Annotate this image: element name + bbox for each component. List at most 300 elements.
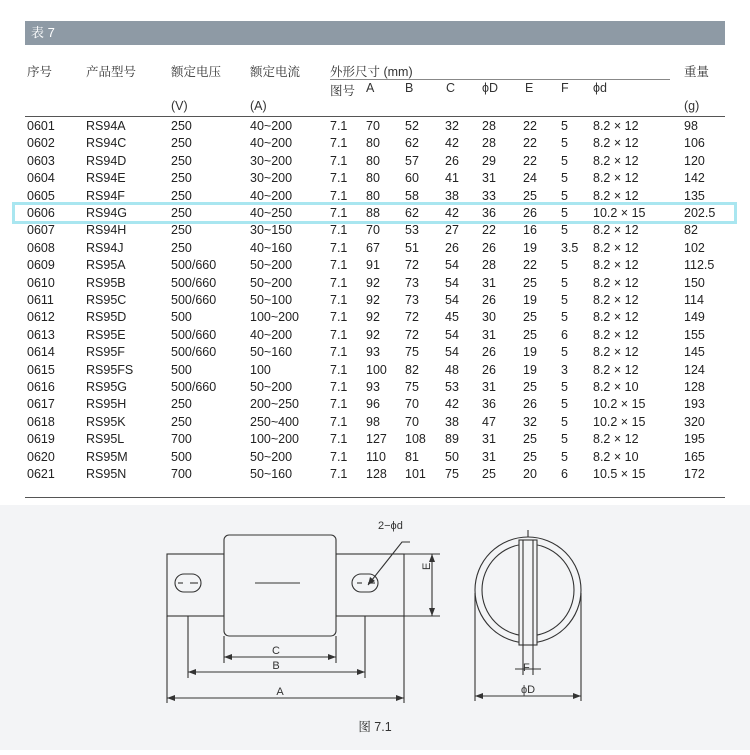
cell-w: 82 xyxy=(684,223,698,238)
cell-model: RS95M xyxy=(86,449,128,464)
cell-F: 5 xyxy=(561,397,568,412)
cell-i: 30~150 xyxy=(250,223,293,238)
cell-v: 500/660 xyxy=(171,275,217,290)
cell-seq: 0609 xyxy=(27,258,55,273)
cell-v: 500/660 xyxy=(171,345,217,360)
table-row xyxy=(25,344,725,361)
cell-F: 6 xyxy=(561,467,568,481)
table-row xyxy=(25,362,725,379)
cell-F: 5 xyxy=(561,380,568,394)
cell-C: 89 xyxy=(445,432,459,447)
cell-v: 700 xyxy=(171,467,192,481)
cell-w: 102 xyxy=(684,240,705,255)
cell-F: 5 xyxy=(561,206,568,220)
cell-E: 25 xyxy=(523,380,537,394)
cell-seq: 0602 xyxy=(27,136,55,151)
cell-A: 67 xyxy=(366,240,380,255)
cell-i: 200~250 xyxy=(250,397,300,412)
cell-seq: 0616 xyxy=(27,380,55,394)
header-weight: 重量 xyxy=(684,65,710,79)
cell-fig: 7.1 xyxy=(330,414,348,429)
cell-F: 5 xyxy=(561,345,568,360)
cell-B: 73 xyxy=(405,293,419,307)
cell-A: 98 xyxy=(366,414,380,429)
cell-seq: 0620 xyxy=(27,449,55,464)
cell-D: 30 xyxy=(482,310,496,325)
cell-A: 127 xyxy=(366,432,387,447)
fuse-outline-drawing xyxy=(0,505,750,750)
cell-B: 72 xyxy=(405,258,419,273)
cell-D: 31 xyxy=(482,449,496,464)
cell-v: 700 xyxy=(171,432,192,447)
cell-model: RS94G xyxy=(86,206,127,220)
header-F: F xyxy=(561,81,569,95)
cell-A: 80 xyxy=(366,153,380,168)
cell-F: 5 xyxy=(561,275,568,290)
cell-B: 101 xyxy=(405,467,426,481)
header-E: E xyxy=(525,81,534,95)
cell-model: RS95FS xyxy=(86,362,134,377)
header-fig-no: 图号 xyxy=(330,84,356,98)
cell-E: 25 xyxy=(523,310,537,325)
table-row xyxy=(25,222,725,239)
cell-F: 5 xyxy=(561,432,568,447)
cell-v: 500 xyxy=(171,362,192,377)
cell-A: 92 xyxy=(366,293,380,307)
cell-i: 50~100 xyxy=(250,293,293,307)
cell-A: 93 xyxy=(366,345,380,360)
dims-group-underline xyxy=(330,79,670,80)
cell-v: 250 xyxy=(171,153,192,168)
cell-i: 30~200 xyxy=(250,153,293,168)
cell-d: 8.2 × 12 xyxy=(593,345,639,360)
cell-C: 41 xyxy=(445,171,459,186)
cell-w: 124 xyxy=(684,362,705,377)
cell-seq: 0610 xyxy=(27,275,55,290)
cell-model: RS94C xyxy=(86,136,127,151)
cell-d: 8.2 × 10 xyxy=(593,449,639,464)
cell-i: 100 xyxy=(250,362,271,377)
unit-weight: (g) xyxy=(684,99,700,113)
right-terminal-tab xyxy=(336,554,404,616)
cell-C: 42 xyxy=(445,206,459,220)
cell-model: RS95H xyxy=(86,397,127,412)
cell-fig: 7.1 xyxy=(330,223,348,238)
cell-D: 29 xyxy=(482,153,496,168)
cell-d: 10.5 × 15 xyxy=(593,467,646,481)
cell-F: 5 xyxy=(561,449,568,464)
cell-E: 25 xyxy=(523,327,537,342)
cell-v: 500/660 xyxy=(171,327,217,342)
cell-fig: 7.1 xyxy=(330,293,348,307)
cell-d: 8.2 × 12 xyxy=(593,171,639,186)
cell-w: 135 xyxy=(684,188,705,203)
cell-i: 30~200 xyxy=(250,171,293,186)
cell-A: 100 xyxy=(366,362,387,377)
cell-w: 128 xyxy=(684,380,705,394)
cell-w: 320 xyxy=(684,414,705,429)
cell-D: 31 xyxy=(482,327,496,342)
cell-B: 58 xyxy=(405,188,419,203)
cell-D: 31 xyxy=(482,275,496,290)
drawing-area xyxy=(0,505,750,750)
cell-v: 250 xyxy=(171,188,192,203)
cell-B: 73 xyxy=(405,275,419,290)
cell-B: 108 xyxy=(405,432,426,447)
cell-fig: 7.1 xyxy=(330,449,348,464)
cell-i: 100~200 xyxy=(250,310,300,325)
table-row xyxy=(25,135,725,152)
cell-B: 72 xyxy=(405,327,419,342)
cell-d: 8.2 × 12 xyxy=(593,327,639,342)
cell-A: 93 xyxy=(366,380,380,394)
header-phid: ϕd xyxy=(593,81,607,95)
cell-F: 5 xyxy=(561,293,568,307)
cell-fig: 7.1 xyxy=(330,119,348,133)
cell-C: 50 xyxy=(445,449,459,464)
cell-i: 50~200 xyxy=(250,258,293,273)
cell-d: 8.2 × 12 xyxy=(593,119,639,133)
cell-F: 5 xyxy=(561,223,568,238)
cell-fig: 7.1 xyxy=(330,432,348,447)
cell-v: 500/660 xyxy=(171,258,217,273)
cell-v: 250 xyxy=(171,206,192,220)
cell-F: 5 xyxy=(561,153,568,168)
cell-B: 70 xyxy=(405,414,419,429)
end-view-blade xyxy=(519,540,537,645)
cell-d: 8.2 × 12 xyxy=(593,310,639,325)
cell-seq: 0604 xyxy=(27,171,55,186)
cell-seq: 0601 xyxy=(27,119,55,133)
cell-F: 3.5 xyxy=(561,240,579,255)
cell-C: 54 xyxy=(445,327,459,342)
cell-E: 19 xyxy=(523,362,537,377)
row-highlight xyxy=(12,202,737,224)
cell-A: 91 xyxy=(366,258,380,273)
header-A: A xyxy=(366,81,375,95)
cell-A: 96 xyxy=(366,397,380,412)
cell-A: 70 xyxy=(366,119,380,133)
cell-D: 25 xyxy=(482,467,496,481)
cell-F: 5 xyxy=(561,171,568,186)
table-row xyxy=(25,449,725,466)
cell-model: RS95E xyxy=(86,327,126,342)
cell-i: 50~200 xyxy=(250,449,293,464)
cell-d: 8.2 × 12 xyxy=(593,153,639,168)
cell-D: 36 xyxy=(482,206,496,220)
cell-C: 26 xyxy=(445,240,459,255)
cell-model: RS94A xyxy=(86,119,126,133)
cell-fig: 7.1 xyxy=(330,362,348,377)
cell-v: 500 xyxy=(171,310,192,325)
cell-model: RS95N xyxy=(86,467,127,481)
cell-B: 70 xyxy=(405,397,419,412)
cell-E: 26 xyxy=(523,397,537,412)
cell-C: 53 xyxy=(445,380,459,394)
cell-F: 5 xyxy=(561,136,568,151)
cell-D: 26 xyxy=(482,345,496,360)
table-title: 表 7 xyxy=(31,25,55,40)
cell-d: 8.2 × 12 xyxy=(593,362,639,377)
cell-seq: 0613 xyxy=(27,327,55,342)
label-E: E xyxy=(421,562,433,570)
cell-model: RS95B xyxy=(86,275,126,290)
cell-seq: 0607 xyxy=(27,223,55,238)
cell-fig: 7.1 xyxy=(330,380,348,394)
header-phiD: ϕD xyxy=(482,81,499,95)
cell-D: 36 xyxy=(482,397,496,412)
label-F: F xyxy=(523,662,530,674)
fuse-body xyxy=(224,535,336,636)
cell-D: 33 xyxy=(482,188,496,203)
cell-w: 193 xyxy=(684,397,705,412)
cell-C: 54 xyxy=(445,258,459,273)
cell-D: 31 xyxy=(482,171,496,186)
cell-d: 8.2 × 12 xyxy=(593,223,639,238)
cell-model: RS95A xyxy=(86,258,126,273)
cell-D: 26 xyxy=(482,293,496,307)
cell-C: 75 xyxy=(445,467,459,481)
cell-D: 26 xyxy=(482,240,496,255)
cell-w: 149 xyxy=(684,310,705,325)
table-row xyxy=(25,466,725,483)
cell-E: 22 xyxy=(523,119,537,133)
cell-D: 22 xyxy=(482,223,496,238)
cell-i: 50~160 xyxy=(250,345,293,360)
cell-d: 8.2 × 12 xyxy=(593,136,639,151)
cell-seq: 0603 xyxy=(27,153,55,168)
cell-D: 26 xyxy=(482,362,496,377)
cell-A: 92 xyxy=(366,327,380,342)
cell-fig: 7.1 xyxy=(330,397,348,412)
cell-C: 27 xyxy=(445,223,459,238)
cell-w: 172 xyxy=(684,467,705,481)
header-bottom-rule xyxy=(25,116,725,117)
table-row xyxy=(25,257,725,274)
cell-seq: 0615 xyxy=(27,362,55,377)
unit-current: (A) xyxy=(250,99,267,113)
cell-model: RS94H xyxy=(86,223,127,238)
cell-i: 40~200 xyxy=(250,136,293,151)
cell-F: 5 xyxy=(561,188,568,203)
cell-w: 112.5 xyxy=(684,258,715,273)
cell-B: 62 xyxy=(405,136,419,151)
cell-d: 8.2 × 10 xyxy=(593,380,639,394)
cell-fig: 7.1 xyxy=(330,345,348,360)
cell-d: 8.2 × 12 xyxy=(593,258,639,273)
cell-A: 92 xyxy=(366,310,380,325)
label-C: C xyxy=(272,645,280,657)
cell-model: RS95F xyxy=(86,345,125,360)
header-model: 产品型号 xyxy=(86,65,137,79)
unit-voltage: (V) xyxy=(171,99,188,113)
cell-w: 98 xyxy=(684,119,698,133)
cell-model: RS95C xyxy=(86,293,127,307)
cell-i: 50~200 xyxy=(250,380,293,394)
header-C: C xyxy=(446,81,456,95)
header-dims-group: 外形尺寸 (mm) xyxy=(330,65,413,79)
cell-d: 8.2 × 12 xyxy=(593,240,639,255)
cell-fig: 7.1 xyxy=(330,206,348,220)
cell-E: 25 xyxy=(523,188,537,203)
cell-model: RS94J xyxy=(86,240,124,255)
cell-B: 57 xyxy=(405,153,419,168)
cell-i: 40~200 xyxy=(250,188,293,203)
cell-C: 42 xyxy=(445,397,459,412)
cell-model: RS95L xyxy=(86,432,125,447)
cell-C: 48 xyxy=(445,362,459,377)
cell-C: 32 xyxy=(445,119,459,133)
cell-fig: 7.1 xyxy=(330,240,348,255)
cell-D: 28 xyxy=(482,119,496,133)
cell-A: 70 xyxy=(366,223,380,238)
cell-w: 106 xyxy=(684,136,705,151)
cell-w: 165 xyxy=(684,449,705,464)
cell-E: 25 xyxy=(523,449,537,464)
cell-d: 10.2 × 15 xyxy=(593,414,646,429)
cell-fig: 7.1 xyxy=(330,310,348,325)
table-row xyxy=(25,414,725,431)
cell-D: 28 xyxy=(482,136,496,151)
cell-fig: 7.1 xyxy=(330,327,348,342)
table-row xyxy=(25,379,725,396)
cell-C: 42 xyxy=(445,136,459,151)
cell-C: 38 xyxy=(445,188,459,203)
table-row xyxy=(25,292,725,309)
figure-caption: 图 7.1 xyxy=(358,720,392,734)
table-row xyxy=(25,153,725,170)
cell-F: 5 xyxy=(561,119,568,133)
cell-E: 19 xyxy=(523,293,537,307)
cell-C: 26 xyxy=(445,153,459,168)
label-A: A xyxy=(276,686,284,698)
cell-model: RS94F xyxy=(86,188,125,203)
cell-A: 128 xyxy=(366,467,387,481)
cell-seq: 0605 xyxy=(27,188,55,203)
cell-B: 81 xyxy=(405,449,419,464)
cell-v: 250 xyxy=(171,119,192,133)
cell-E: 22 xyxy=(523,258,537,273)
cell-D: 28 xyxy=(482,258,496,273)
cell-E: 16 xyxy=(523,223,537,238)
cell-A: 80 xyxy=(366,171,380,186)
table-row xyxy=(25,431,725,448)
cell-B: 53 xyxy=(405,223,419,238)
cell-w: 142 xyxy=(684,171,705,186)
cell-w: 145 xyxy=(684,345,705,360)
table-row xyxy=(25,327,725,344)
cell-d: 8.2 × 12 xyxy=(593,188,639,203)
cell-model: RS95K xyxy=(86,414,126,429)
cell-E: 26 xyxy=(523,206,537,220)
cell-v: 500/660 xyxy=(171,380,217,394)
cell-fig: 7.1 xyxy=(330,153,348,168)
table-row xyxy=(25,240,725,257)
cell-i: 250~400 xyxy=(250,414,300,429)
cell-D: 31 xyxy=(482,432,496,447)
cell-w: 195 xyxy=(684,432,705,447)
cell-i: 40~200 xyxy=(250,119,293,133)
cell-C: 38 xyxy=(445,414,459,429)
cell-d: 8.2 × 12 xyxy=(593,432,639,447)
cell-i: 40~200 xyxy=(250,327,293,342)
table-bottom-rule xyxy=(25,497,725,498)
cell-F: 6 xyxy=(561,327,568,342)
cell-B: 82 xyxy=(405,362,419,377)
cell-A: 80 xyxy=(366,188,380,203)
header-B: B xyxy=(405,81,414,95)
cell-B: 51 xyxy=(405,240,419,255)
cell-E: 25 xyxy=(523,432,537,447)
table-row xyxy=(25,118,725,135)
cell-A: 80 xyxy=(366,136,380,151)
cell-model: RS95G xyxy=(86,380,127,394)
cell-fig: 7.1 xyxy=(330,275,348,290)
cell-i: 100~200 xyxy=(250,432,300,447)
cell-seq: 0608 xyxy=(27,240,55,255)
cell-F: 5 xyxy=(561,258,568,273)
cell-seq: 0618 xyxy=(27,414,55,429)
cell-seq: 0614 xyxy=(27,345,55,360)
label-phiD: ϕD xyxy=(520,684,536,696)
cell-F: 5 xyxy=(561,310,568,325)
cell-v: 500/660 xyxy=(171,293,217,307)
cell-fig: 7.1 xyxy=(330,467,348,481)
cell-fig: 7.1 xyxy=(330,171,348,186)
cell-E: 24 xyxy=(523,171,537,186)
cell-E: 20 xyxy=(523,467,537,481)
cell-D: 47 xyxy=(482,414,496,429)
cell-i: 50~160 xyxy=(250,467,293,481)
cell-C: 54 xyxy=(445,275,459,290)
cell-d: 10.2 × 15 xyxy=(593,397,646,412)
cell-w: 202.5 xyxy=(684,206,716,220)
cell-fig: 7.1 xyxy=(330,188,348,203)
cell-w: 114 xyxy=(684,293,704,307)
cell-seq: 0606 xyxy=(27,206,55,220)
cell-model: RS95D xyxy=(86,310,127,325)
cell-i: 40~250 xyxy=(250,206,293,220)
cell-v: 250 xyxy=(171,171,192,186)
cell-seq: 0619 xyxy=(27,432,55,447)
cell-C: 54 xyxy=(445,345,459,360)
cell-A: 92 xyxy=(366,275,380,290)
cell-E: 32 xyxy=(523,414,537,429)
cell-i: 50~200 xyxy=(250,275,293,290)
cell-C: 54 xyxy=(445,293,459,307)
cell-w: 155 xyxy=(684,327,705,342)
cell-v: 500 xyxy=(171,449,192,464)
cell-A: 88 xyxy=(366,206,380,220)
cell-seq: 0617 xyxy=(27,397,55,412)
cell-d: 8.2 × 12 xyxy=(593,293,639,307)
table-row xyxy=(25,275,725,292)
cell-v: 250 xyxy=(171,223,192,238)
table-row xyxy=(25,396,725,413)
cell-w: 120 xyxy=(684,153,705,168)
cell-v: 250 xyxy=(171,240,192,255)
cell-d: 8.2 × 12 xyxy=(593,275,639,290)
table-row xyxy=(25,170,725,187)
cell-fig: 7.1 xyxy=(330,258,348,273)
cell-A: 110 xyxy=(366,449,386,464)
cell-E: 22 xyxy=(523,153,537,168)
header-current: 额定电流 xyxy=(250,65,301,79)
cell-d: 10.2 × 15 xyxy=(593,206,646,220)
cell-B: 72 xyxy=(405,310,419,325)
header-voltage: 额定电压 xyxy=(171,65,222,79)
label-2phid: 2−ϕd xyxy=(378,520,403,532)
